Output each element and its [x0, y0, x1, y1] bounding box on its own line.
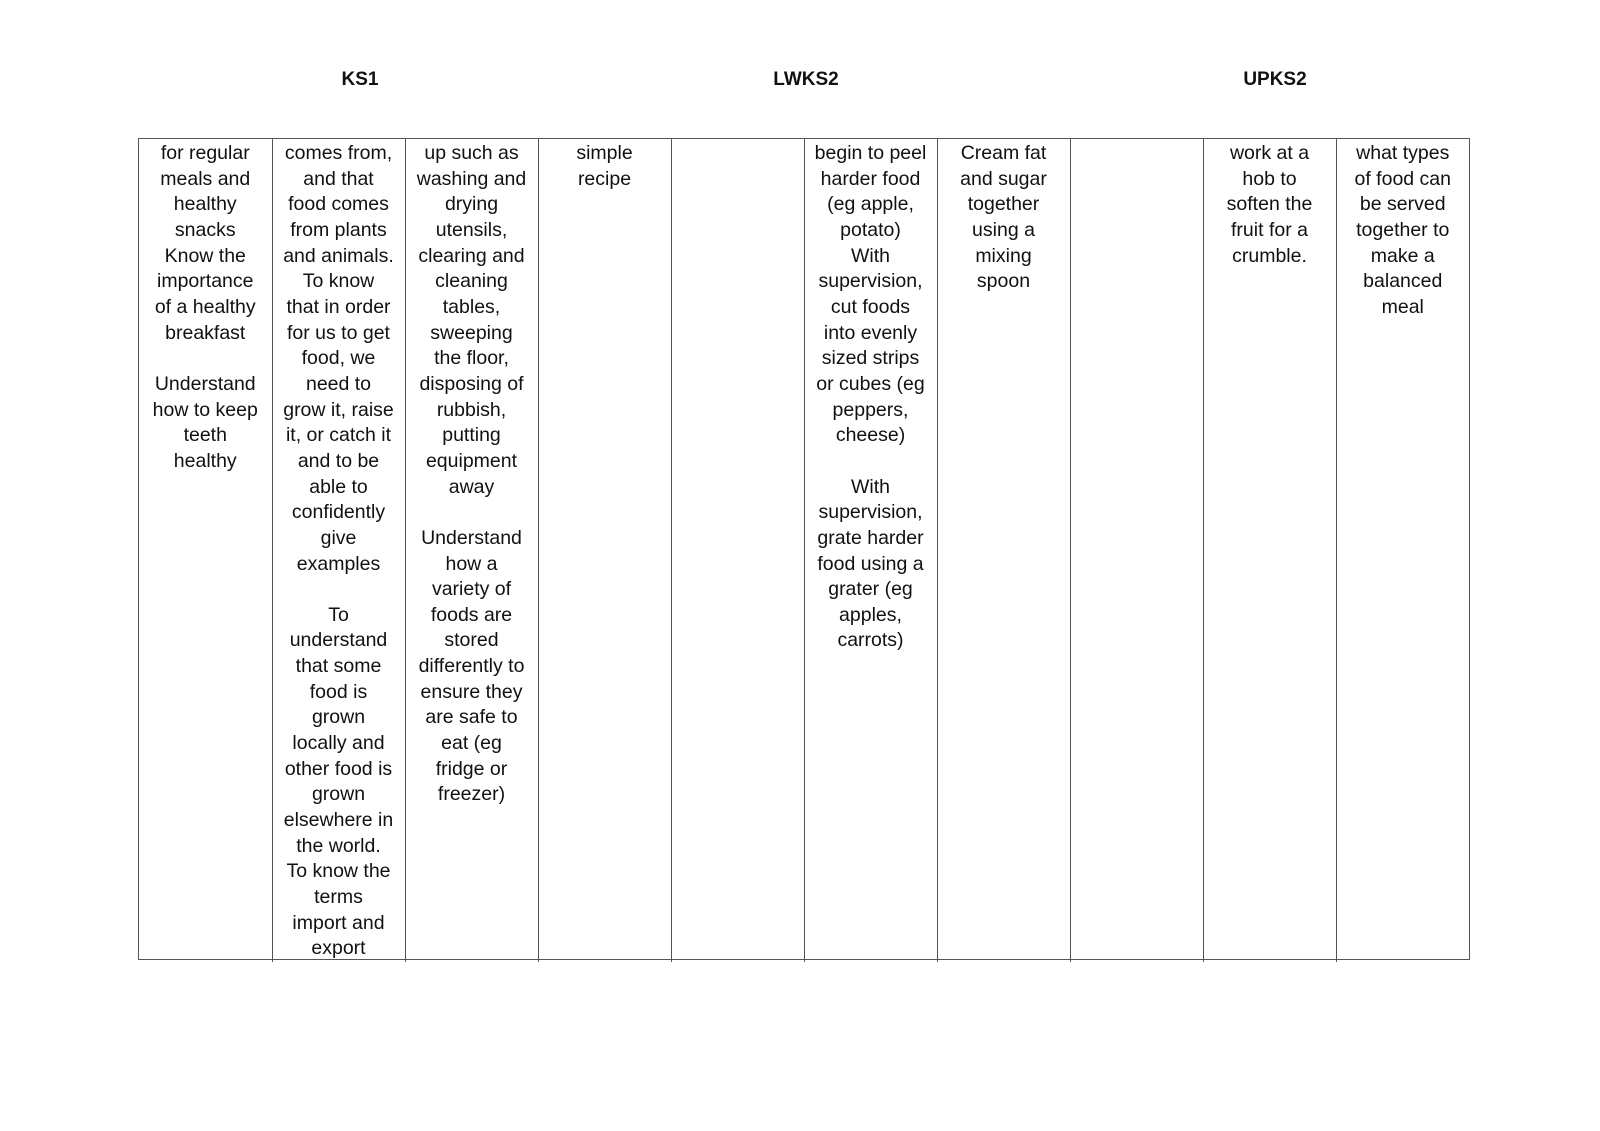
table-cell-4: simple recipe [538, 139, 671, 962]
table-cell-6: begin to peel harder food (eg apple, potato) With supervision, cut foods into evenly sized strips or cubes (eg peppers, cheese) With supervision, grate harder food using a grater (eg apples, carrots) [804, 139, 937, 962]
curriculum-table [138, 138, 1470, 960]
table-cell-5 [671, 139, 804, 962]
table-cell-7: Cream fat and sugar together using a mixing spoon [937, 139, 1070, 962]
table-row [139, 139, 1469, 962]
curriculum-table-grid [139, 139, 1469, 962]
table-cell-9: work at a hob to soften the fruit for a crumble. [1203, 139, 1336, 962]
table-cell-10: what types of food can be served together to make a balanced meal [1336, 139, 1469, 962]
table-cell-8 [1070, 139, 1203, 962]
heading-lwks2: LWKS2 [773, 69, 839, 90]
heading-upks2: UPKS2 [1243, 69, 1307, 90]
table-cell-3: up such as washing and drying utensils, clearing and cleaning tables, sweeping the floor, disposing of rubbish, putting equipment away Understand how a variety of foods are stored differently to ensure they are safe to eat (eg fridge or freezer) [405, 139, 538, 962]
heading-ks1: KS1 [341, 69, 379, 90]
table-cell-1: for regular meals and healthy snacks Know the importance of a healthy breakfast Understand how to keep teeth healthy [152, 142, 258, 472]
table-cell-2: comes from, and that food comes from plants and animals. To know that in order for us to get food, we need to grow it, raise it, or catch it and to be able to confidently give examples To understand that some food is grown locally and other food is grown elsewhere in the world. To know the terms import and export [272, 139, 405, 962]
